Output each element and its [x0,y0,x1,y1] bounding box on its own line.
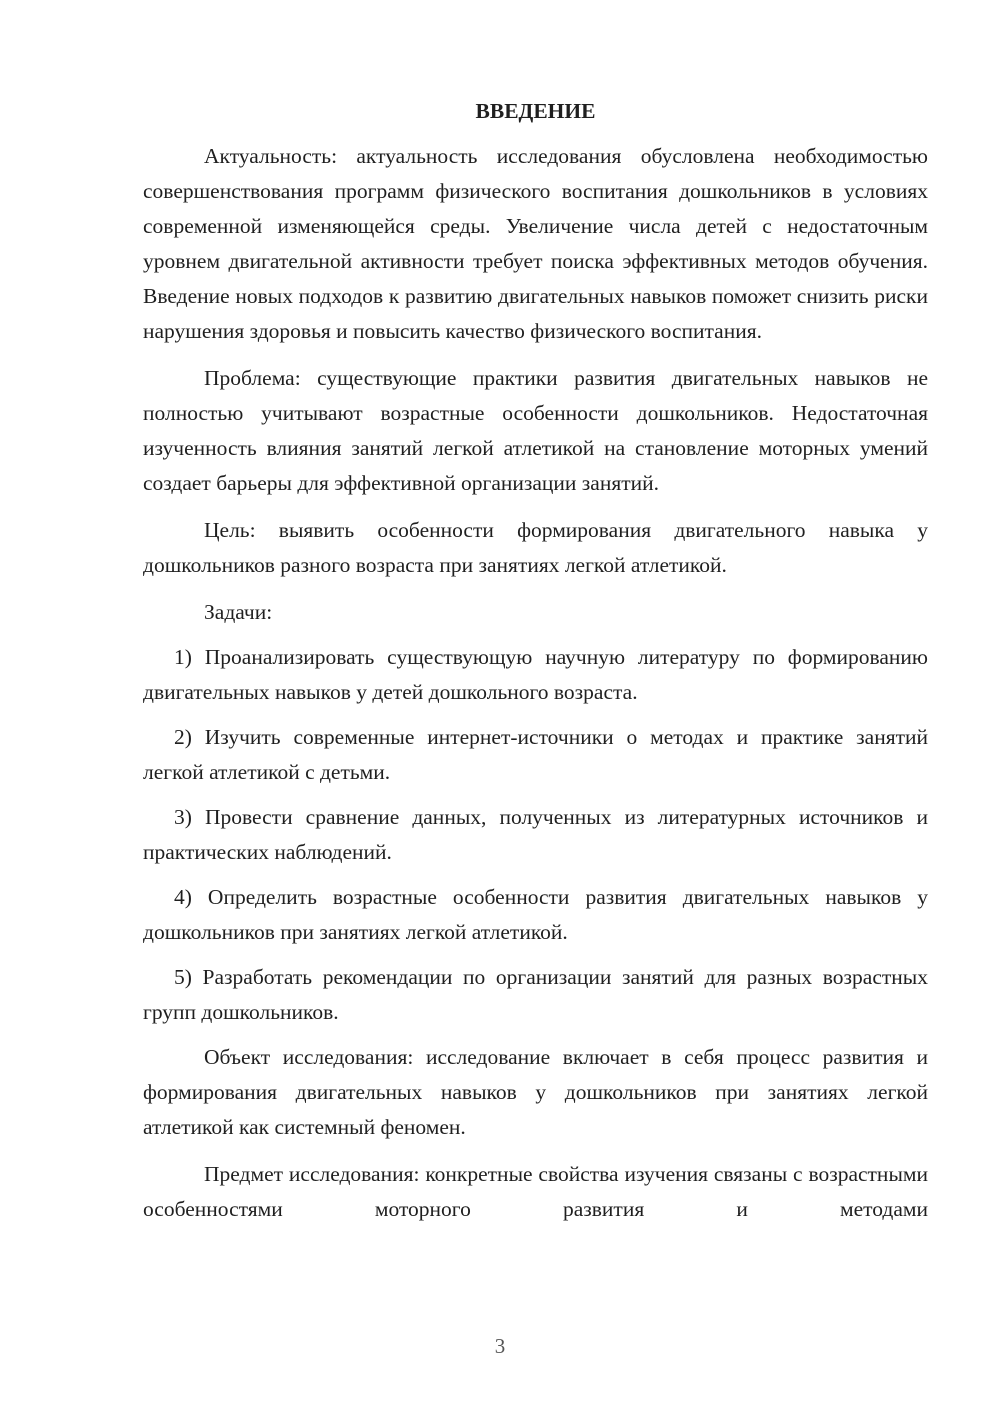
problem-paragraph: Проблема: существующие практики развития двигательных навыков не полностью учитывают возрастные особенности дошкольников. Недостаточная изученность влияния занятий легкой атлетикой на становление моторных умений создает барьеры для эффективной организации занятий. [143,366,928,495]
page-content [143,94,928,1239]
tasks-label: Задачи: [204,600,273,624]
task-item-1: 1) Проанализировать существующую научную литературу по формированию двигательных навыков у детей дошкольного возраста. [143,645,928,704]
goal-paragraph: Цель: выявить особенности формирования двигательного навыка у дошкольников разного возраста при занятиях легкой атлетикой. [143,518,928,577]
relevance-paragraph: Актуальность: актуальность исследования обусловлена необходимостью совершенствования программ физического воспитания дошкольников в условиях современной изменяющейся среды. Увеличение числа детей с недостаточным уровнем двигательной активности требует поиска эффективных методов обучения. Введение новых подходов к развитию двигательных навыков поможет снизить риски нарушения здоровья и повысить качество физического воспитания. [143,144,928,343]
task-item-4: 4) Определить возрастные особенности развития двигательных навыков у дошкольников при занятиях легкой атлетикой. [143,885,928,944]
object-paragraph: Объект исследования: исследование включает в себя процесс развития и формирования двигательных навыков у дошкольников при занятиях легкой атлетикой как системный феномен. [143,1045,928,1139]
task-item-5: 5) Разработать рекомендации по организации занятий для разных возрастных групп дошкольников. [143,965,928,1024]
section-title: ВВЕДЕНИЕ [475,99,596,123]
subject-paragraph: Предмет исследования: конкретные свойства изучения связаны с возрастными особенностями моторного развития и методами [143,1162,928,1221]
task-item-3: 3) Провести сравнение данных, полученных из литературных источников и практических наблюдений. [143,805,928,864]
page-number: 3 [494,1334,506,1358]
task-item-2: 2) Изучить современные интернет-источники о методах и практике занятий легкой атлетикой с детьми. [143,725,928,784]
